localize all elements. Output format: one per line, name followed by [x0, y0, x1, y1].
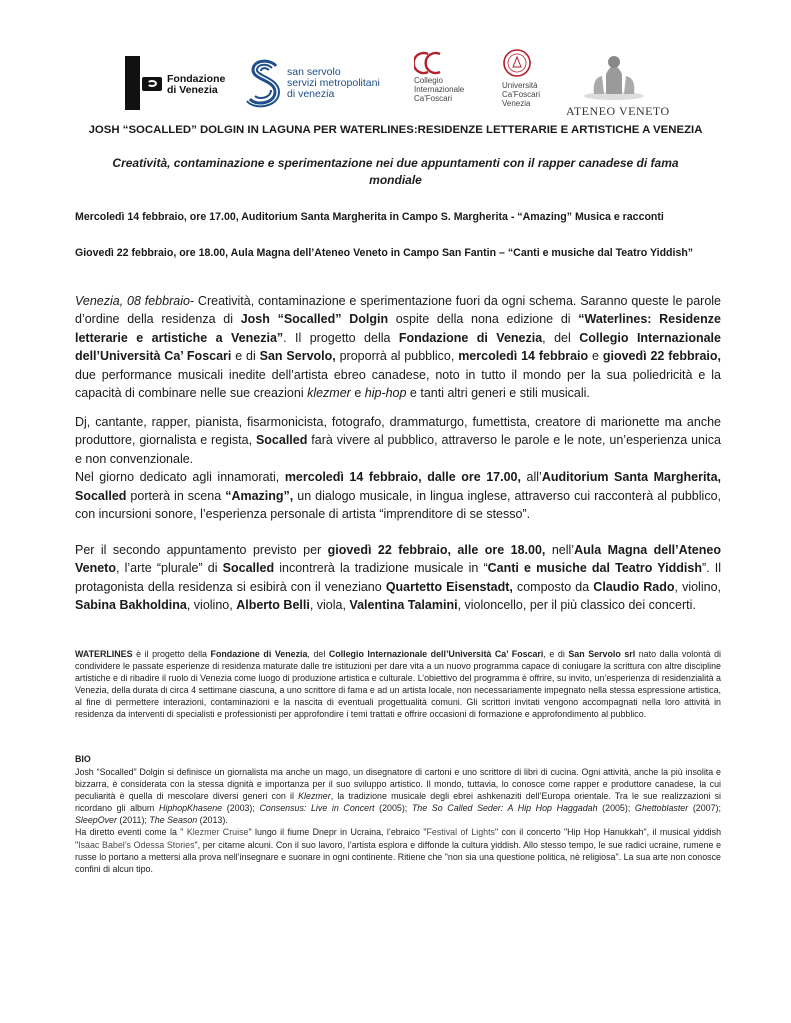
collegio-logo-text — [414, 76, 464, 103]
bio-span: Josh “Socalled” Dolgin si definisce un giornalista ma anche un mago, un disegnatore di cartoni e uno scrittore di libri di cucina. Ogni attività, anche la più insolita e bizzarra, è considerata con la stessa dignità e importanza per il suo sviluppo artistico. Il mondo, tuttavia, lo conosce come rapper e produttore canadese, la cui peculiarità è quella di mescolare diversi generi con il — [75, 767, 721, 802]
universita-logo-text — [502, 81, 540, 108]
ateneo-veneto-logo — [560, 48, 670, 118]
note-text: è il progetto della — [132, 649, 211, 659]
collegio-line1: Collegio — [414, 76, 443, 85]
bio-text — [75, 766, 721, 875]
press-release-title: JOSH “SOCALLED” DOLGIN IN LAGUNA PER WATERLINES:RESIDENZE LETTERARIE E ARTISTICHE A VENEZIA — [88, 124, 703, 136]
bio-span: ", per citarne alcuni. Con il suo lavoro, l’artista esplora e diffonde la cultura yiddish. Allo stesso tempo, le sue radici ucraine, rumene e russe lo portano a mettersi alla prova nell’insegnare e suonare in ogni continente. Ritiene che "non sia una questione politica, nè religiosa". La sua arte non conosce confini di alcun tipo. — [75, 839, 722, 874]
fondazione-logo-text — [167, 74, 225, 96]
genre-hiphop: hip-hop — [364, 386, 407, 401]
p1-text: , del — [542, 330, 580, 345]
bio-span: (2003); — [222, 803, 260, 814]
p3-text: ”. Il protagonista della residenza si esibirà con il veneziano — [75, 561, 721, 594]
p1-text: e di — [231, 349, 260, 364]
album-title: Ghettoblaster — [634, 803, 689, 814]
event-title: Klezmer Cruise — [186, 827, 249, 838]
fondazione-bar-icon — [125, 56, 140, 110]
fondazione-line1: Fondazione — [167, 73, 226, 85]
album-title: Consensus: Live in Concert — [259, 803, 375, 814]
genre-klezmer: klezmer — [307, 386, 351, 401]
p2-text: un dialogo musicale, in lingua inglese, attraverso cui racconterà al pubblico, con incursioni sonore, l’esperienza personale di artista “imprenditore di se stesso”. — [75, 488, 721, 522]
date-second-time: giovedì 22 febbraio, alle ore 18.00, — [327, 543, 546, 557]
universita-line3: Venezia — [502, 99, 531, 108]
p3-text: nell’ — [545, 543, 575, 557]
bio-span: (2013). — [197, 815, 228, 826]
musician-name: Sabina Bakholdina — [75, 598, 187, 613]
album-title: SleepOver — [75, 815, 117, 826]
collegio-cc-icon — [414, 50, 450, 76]
p2-text: Nel giorno dedicato agli innamorati, — [75, 470, 285, 485]
socalled-name: Socalled — [255, 433, 308, 448]
waterlines-label: WATERLINES — [75, 649, 133, 659]
p1-text: e tanti altri generi e stili musicali. — [406, 386, 590, 401]
p3-text: , violoncello, per il più classico dei concerti. — [457, 598, 696, 613]
p3-text: Per il secondo appuntamento previsto per — [75, 543, 328, 557]
bio-span: " lungo il fiume Dnepr in Ucraina, l’ebraico " — [248, 827, 427, 838]
quartetto-name: Quartetto Eisenstadt, — [385, 579, 513, 594]
ateneo-veneto-emblem-icon — [574, 48, 654, 102]
bio-span: (2007); — [688, 803, 721, 814]
p2-text: farà vivere al pubblico, attraverso le parole e le note, un’esperienza unica e non convenzionale. — [75, 433, 721, 466]
collegio-line3: Ca'Foscari — [414, 94, 452, 103]
note-text: , del — [307, 649, 329, 659]
san-servolo-s-icon — [245, 56, 283, 112]
san-servolo-name: San Servolo, — [259, 349, 336, 364]
fondazione-di-venezia-logo — [125, 56, 237, 110]
musician-name: Alberto Belli — [236, 598, 310, 613]
san-servolo-logo-text — [287, 67, 380, 100]
show-yiddish: Canti e musiche dal Teatro Yiddish — [487, 561, 702, 576]
bio-span: (2005); — [597, 803, 635, 814]
p3-text: , violino, — [674, 579, 721, 594]
album-title: The So Called Seder: A Hip Hop Haggadah — [411, 803, 598, 814]
waterlines-note — [75, 648, 721, 721]
bio-span: (2011); — [116, 815, 150, 826]
date-first: mercoledì 14 febbraio — [458, 349, 589, 364]
p2-text: all’ — [521, 470, 542, 485]
show-amazing: “Amazing”, — [225, 488, 294, 503]
event-first-line: Mercoledì 14 febbraio, ore 17.00, Auditorium Santa Margherita in Campo S. Margherita - “Amazing” Musica e racconti — [75, 211, 664, 223]
san-servolo-line1: san servolo — [287, 66, 341, 78]
note-bold: Collegio Internazionale dell’Università Ca’ Foscari — [328, 649, 544, 659]
venue-ateneo-veneto: Aula Magna dell’Ateneo Veneto — [75, 543, 721, 576]
bio-span: " con il concerto "Hip Hop Hanukkah", il musical yiddish " — [75, 827, 722, 850]
san-servolo-line2: servizi metropolitani — [287, 77, 380, 89]
p2-text: Dj, cantante, rapper, pianista, fisarmonicista, fotografo, drammaturgo, fumettista, creatore di marionette ma anche produttore, giornalista e regista, — [75, 415, 721, 448]
universita-seal-icon — [502, 48, 532, 78]
date-first-time: mercoledì 14 febbraio, dalle ore 17.00, — [284, 470, 521, 485]
p3-text: , viola, — [309, 598, 350, 613]
p3-text: , l’arte “plurale” di — [116, 561, 223, 576]
p1-text: . Il progetto della — [283, 330, 399, 345]
collegio-internazionale-logo — [414, 50, 484, 114]
universita-line1: Università — [502, 81, 538, 90]
fondazione-name: Fondazione di Venezia — [398, 330, 543, 345]
bio-span: , la tradizione musicale degli ebrei ashkenaziti dell’Europa orientale. Tra le sue realizzazioni si ricordano gli album — [75, 791, 721, 814]
socalled-name: Socalled — [222, 561, 275, 576]
paragraph-amazing — [75, 413, 721, 523]
p3-text: , violino, — [186, 598, 237, 613]
bio-span: Ha diretto eventi come la " — [75, 827, 187, 838]
note-text: , e di — [543, 649, 569, 659]
bio-span: (2005); — [374, 803, 412, 814]
p1-text: - Creatività, contaminazione e sperimentazione fuori da ogni schema. Saranno queste le parole d’ordine della residenza di — [75, 294, 721, 327]
collegio-line2: Internazionale — [414, 85, 465, 94]
album-title: HiphopKhasene — [158, 803, 223, 814]
logo-bar — [120, 44, 680, 118]
paragraph-intro — [75, 292, 721, 402]
venue-santa-margherita: Auditorium Santa Margherita, Socalled — [75, 470, 722, 503]
p1-text: e — [588, 349, 603, 364]
p3-text: incontrerà la tradizione musicale in “ — [274, 561, 488, 576]
p1-text: e — [350, 386, 365, 401]
event-title: Isaac Babel’s Odessa Stories — [78, 839, 195, 850]
date-second: giovedì 22 febbraio, — [602, 349, 721, 364]
p2-text: porterà in scena — [126, 488, 226, 503]
album-title: The Season — [149, 815, 198, 826]
ateneo-veneto-label: ATENEO VENETO — [566, 104, 670, 118]
event-title: Festival of Lights — [426, 827, 495, 838]
dateline: Venezia, 08 febbraio — [75, 294, 190, 308]
p3-text: composto da — [512, 579, 594, 594]
p1-text: ospite della nona edizione di — [388, 312, 579, 327]
musician-name: Claudio Rado — [593, 579, 675, 594]
note-bold: Fondazione di Venezia — [210, 649, 308, 659]
san-servolo-logo — [245, 56, 395, 112]
bio-heading: BIO — [75, 754, 91, 764]
paragraph-yiddish — [75, 541, 721, 615]
p1-text: due performance musicali inedite dell’artista ebreo canadese, noto in tutto il mondo per la sua poliedricità e la capacità di combinare nelle sue creazioni — [75, 367, 721, 401]
event-second-line: Giovedì 22 febbraio, ore 18.00, Aula Magna dell’Ateneo Veneto in Campo San Fantin – “Canti e musiche dal Teatro Yiddish” — [75, 247, 694, 259]
press-release-subtitle: Creatività, contaminazione e sperimentazione nei due appuntamenti con il rapper canadese di fama mondiale — [112, 156, 679, 187]
note-text: nato dalla volontà di condividere le passate esperienze di residenza maturate dalle tre istituzioni per dare vita a un nuovo programma capace di coniugare la scrittura con altre discipline artistiche e di ribadire il ruolo di Venezia come luogo di produzione artistica e culturale. L’obiettivo del programma è offrire, su invito, un’esperienza di residenzialità a Venezia, della durata di circa 4 settimane ciascuna, a uno scrittore di fama e ad un artista locale, non necessariamente impegnato nella stessa espressione artistica, al fine di permettere interazioni, contaminazioni e la nascita di eventuali progettualità comuni. Gli scrittori invitati vengono accompagnati nella loro attività in residenza da interventi di specialisti e professionisti per approfondire i temi trattati e offrire occasioni di formazione e approfondimento al pubblico. — [75, 649, 721, 720]
fondazione-mark-icon — [142, 77, 162, 91]
artist-name: Josh “Socalled” Dolgin — [240, 312, 389, 327]
san-servolo-line3: di venezia — [287, 88, 335, 100]
universita-ca-foscari-logo — [500, 48, 558, 114]
note-bold: San Servolo srl — [568, 649, 636, 659]
musician-name: Valentina Talamini — [349, 598, 458, 613]
bio-italic: Klezmer — [298, 791, 331, 802]
collegio-name: Collegio Internazionale dell’Università Ca’ Foscari — [75, 330, 721, 364]
waterlines-name: “Waterlines: Residenze letterarie e artistiche a Venezia” — [75, 312, 721, 345]
fondazione-line2: di Venezia — [167, 84, 218, 96]
p1-text: proporrà al pubblico, — [335, 349, 459, 364]
universita-line2: Ca'Foscari — [502, 90, 540, 99]
